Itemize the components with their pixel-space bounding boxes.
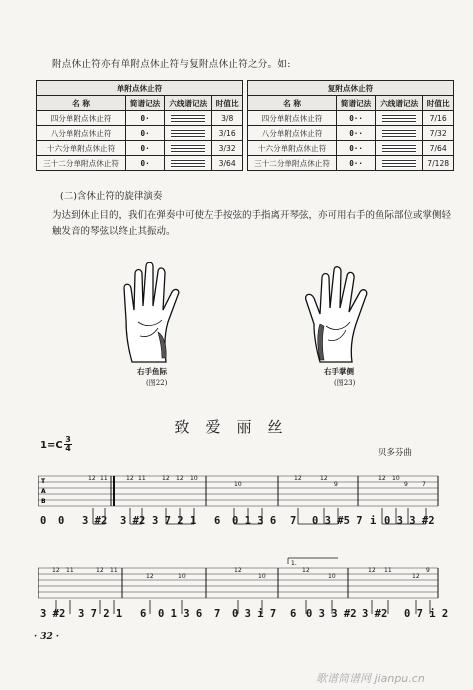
section-heading: (二)含休止符的旋律演奏: [60, 191, 163, 202]
staff-notation-icon: [376, 126, 423, 141]
figure-number: (图22): [146, 379, 168, 387]
song-title: 致爱丽丝: [174, 418, 299, 436]
key-signature: 1=C: [40, 440, 63, 451]
svg-text:11: 11: [384, 567, 392, 574]
page-number: · 32 ·: [34, 632, 60, 642]
svg-text:9: 9: [426, 567, 430, 574]
right-hand-palm-side-illustration: [300, 266, 376, 366]
rest-table: [36, 80, 454, 171]
staff-notation-icon: [165, 111, 212, 126]
figure-caption: 右手鱼际: [137, 367, 167, 376]
figure-number: (图23): [334, 379, 356, 387]
svg-text:10: 10: [190, 475, 198, 482]
staff-notation-icon: [165, 156, 212, 171]
composer: 贝多芬曲: [378, 448, 413, 458]
col-value: 时值比: [212, 96, 243, 111]
staff-notation-icon: [376, 156, 423, 171]
svg-text:12: 12: [162, 475, 170, 482]
body-paragraph: 为达到休止目的，我们在弹奏中可使左手按弦的手指离开琴弦，亦可用右手的鱼际部位或掌侧轻触发音的琴弦以终止其振动。: [52, 210, 452, 237]
tab-staff-system-2: [38, 556, 444, 616]
col-staff-2: 六线谱记法: [376, 96, 423, 111]
tab-clef-a: A: [41, 488, 46, 495]
svg-text:9: 9: [404, 481, 408, 488]
svg-text:9: 9: [334, 481, 338, 488]
svg-text:10: 10: [258, 573, 266, 580]
col-jianpu-2: 简谱记法: [337, 96, 376, 111]
intro-text: 附点休止符亦有单附点休止符与复附点休止符之分。如:: [52, 59, 291, 70]
svg-text:11: 11: [66, 567, 74, 574]
table-row: 十六分单附点休止符 0· 3/32 十六分单附点休止符 0·· 7/64: [37, 141, 454, 156]
tab-clef-b: B: [41, 498, 46, 505]
svg-text:11: 11: [100, 475, 108, 482]
svg-text:11: 11: [138, 475, 146, 482]
table-row: 八分单附点休止符 0· 3/16 八分单附点休止符 0·· 7/32: [37, 126, 454, 141]
staff-notation-icon: [165, 126, 212, 141]
svg-text:12: 12: [146, 573, 154, 580]
double-dotted-header: 复附点休止符: [247, 81, 453, 96]
watermark: 歌谱简谱网 jianpu.cn: [316, 672, 425, 685]
figure-caption: 右手掌侧: [324, 367, 354, 376]
svg-text:12: 12: [52, 567, 60, 574]
col-name: 名 称: [37, 96, 126, 111]
right-hand-thenar-illustration: [118, 262, 190, 366]
svg-text:12: 12: [412, 573, 420, 580]
time-signature: 3 4: [65, 435, 71, 453]
svg-text:12: 12: [176, 475, 184, 482]
svg-text:12: 12: [294, 475, 302, 482]
col-staff: 六线谱记法: [165, 96, 212, 111]
table-row: 三十二分单附点休止符 0· 3/64 三十二分单附点休止符 0·· 7/128: [37, 156, 454, 171]
svg-text:12: 12: [378, 475, 386, 482]
svg-text:7: 7: [422, 481, 426, 488]
svg-text:10: 10: [392, 475, 400, 482]
col-value-2: 时值比: [423, 96, 454, 111]
volta-ending-label: 1.: [291, 560, 297, 567]
staff-notation-icon: [376, 111, 423, 126]
svg-text:12: 12: [368, 567, 376, 574]
tab-clef-t: T: [41, 478, 46, 485]
staff-notation-icon: [165, 141, 212, 156]
svg-text:10: 10: [234, 481, 242, 488]
col-name-2: 名 称: [247, 96, 336, 111]
svg-text:12: 12: [88, 475, 96, 482]
svg-text:12: 12: [320, 475, 328, 482]
single-dotted-header: 单附点休止符: [37, 81, 243, 96]
svg-text:12: 12: [126, 475, 134, 482]
svg-text:10: 10: [178, 573, 186, 580]
svg-text:11: 11: [110, 567, 118, 574]
col-jianpu: 简谱记法: [126, 96, 165, 111]
svg-text:10: 10: [328, 573, 336, 580]
staff-notation-icon: [376, 141, 423, 156]
table-row: 四分单附点休止符 0· 3/8 四分单附点休止符 0·· 7/16: [37, 111, 454, 126]
svg-text:12: 12: [234, 567, 242, 574]
svg-text:12: 12: [96, 567, 104, 574]
svg-text:12: 12: [302, 567, 310, 574]
